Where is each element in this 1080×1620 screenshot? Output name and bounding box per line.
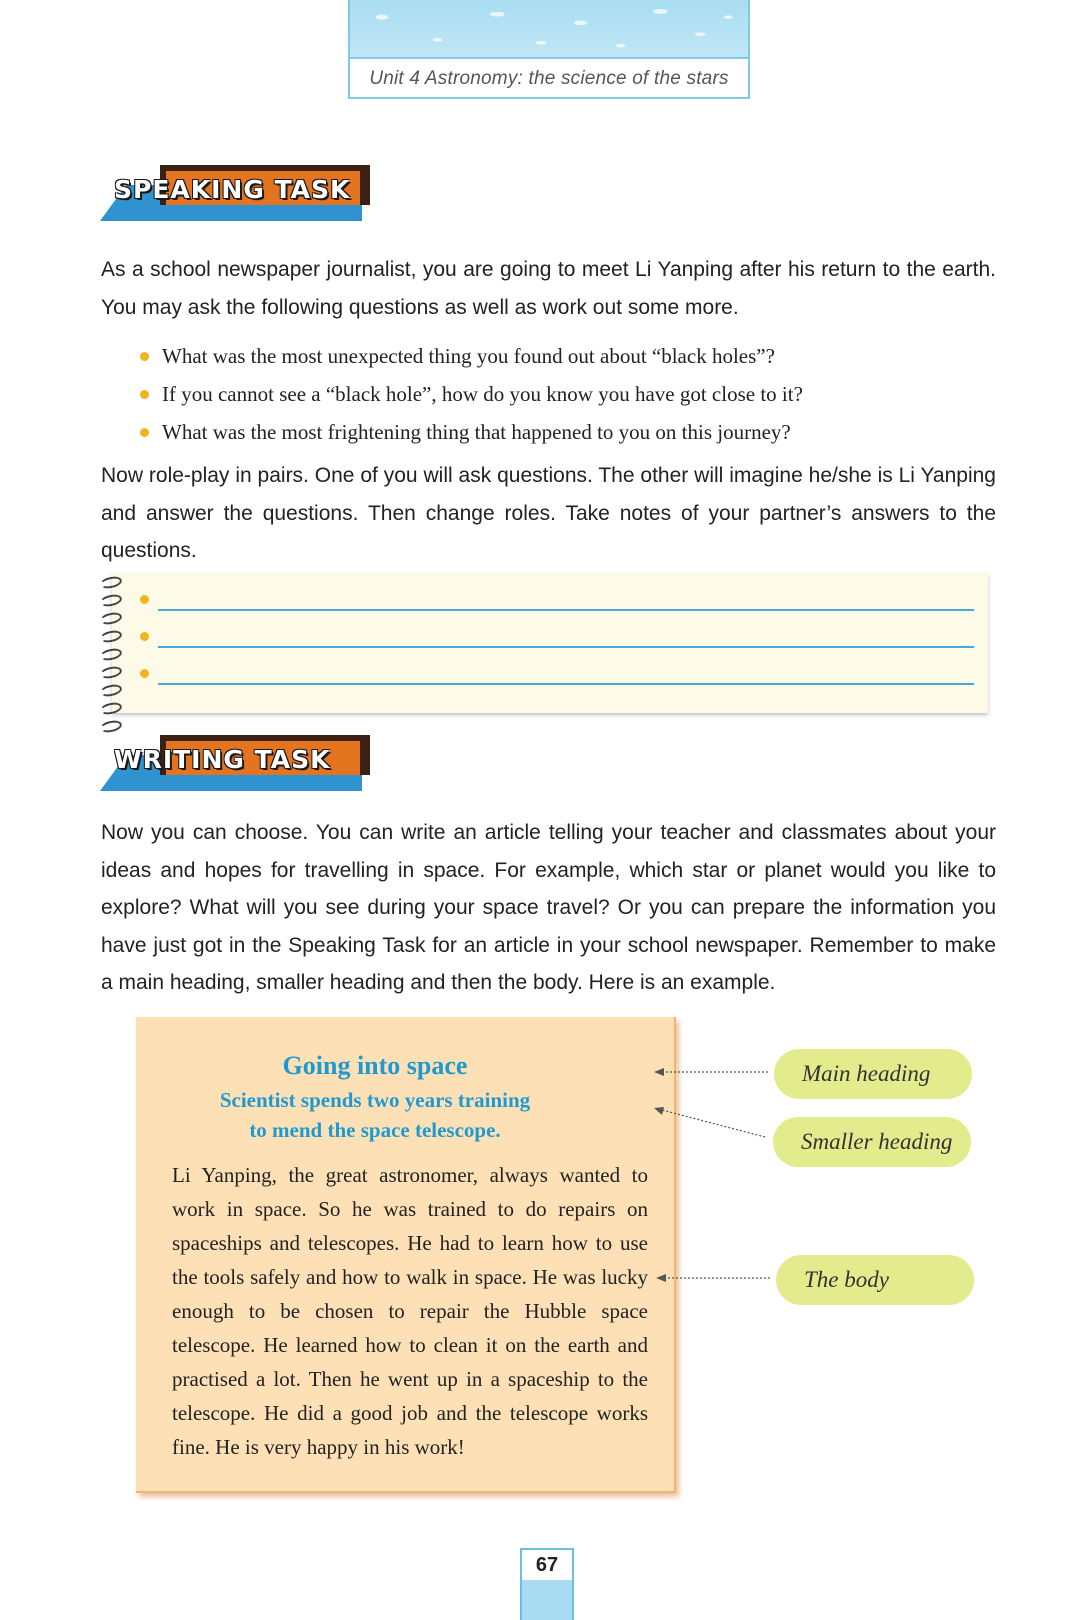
bullet-icon xyxy=(140,428,149,437)
unit-title: Unit 4 Astronomy: the science of the stars xyxy=(369,68,729,89)
unit-banner-image xyxy=(350,0,748,59)
page-number-tab xyxy=(520,1548,574,1620)
main-heading-callout: Main heading xyxy=(774,1049,972,1099)
bullet-icon xyxy=(140,390,149,399)
page-number: 67 xyxy=(522,1550,572,1580)
writing-task-banner xyxy=(100,735,370,793)
note-line[interactable] xyxy=(136,667,974,685)
example-smaller-heading-line2: to mend the space telescope. xyxy=(249,1118,501,1142)
bullet-icon xyxy=(140,595,149,604)
question-item: If you cannot see a “black hole”, how do you know you have got close to it? xyxy=(136,375,803,413)
bullet-icon xyxy=(140,352,149,361)
note-line[interactable] xyxy=(136,593,974,611)
body-callout: The body xyxy=(776,1255,974,1305)
unit-header xyxy=(348,0,750,99)
notepad xyxy=(112,573,988,713)
writing-task-instructions: Now you can choose. You can write an article telling your teacher and classmates about your ideas and hopes for travelling in space. For example, which star or planet would you like to explore? What will you see during your space travel? Or you can prepare the information you have just got in the Speaking Task for an article in your school newspaper. Remember to make a main heading, smaller heading and then the body. Here is an example. xyxy=(101,821,996,994)
spiral-binding-icon xyxy=(100,577,130,739)
example-main-heading: Going into space xyxy=(282,1051,468,1080)
bullet-icon xyxy=(140,632,149,641)
writing-task-heading: WRITING TASK xyxy=(114,745,331,774)
bullet-icon xyxy=(140,669,149,678)
speaking-task-banner xyxy=(100,165,370,223)
example-smaller-heading-line1: Scientist spends two years training xyxy=(219,1088,531,1112)
question-item: What was the most unexpected thing you found out about “black holes”? xyxy=(136,337,803,375)
smaller-heading-arrow xyxy=(662,1110,765,1137)
question-list xyxy=(136,337,803,451)
example-article xyxy=(136,1017,676,1493)
question-item: What was the most frightening thing that happened to you on this journey? xyxy=(136,413,803,451)
speaking-task-heading: SPEAKING TASK xyxy=(114,175,351,204)
smaller-heading-callout: Smaller heading xyxy=(773,1117,971,1167)
example-body: Li Yanping, the great astronomer, always wanted to work in space. So he was trained to do repairs on spaceships and telescopes. He had to learn how to use the tools safely and how to walk in space. He was lucky enough to be chosen to repair the Hubble space telescope. He learned how to clean it on the earth and practised a lot. Then he went up in a spaceship to the telescope. He did a good job and the telescope works fine. He is very happy in his work! xyxy=(172,1163,648,1459)
note-line[interactable] xyxy=(136,630,974,648)
speaking-task-intro: As a school newspaper journalist, you are going to meet Li Yanping after his return to the earth. You may ask the following questions as well as work out some more. xyxy=(101,258,996,319)
speaking-task-instructions: Now role-play in pairs. One of you will ask questions. The other will imagine he/she is Li Yanping and answer the questions. Then change roles. Take notes of your partner’s answers to the questions. xyxy=(101,464,996,562)
